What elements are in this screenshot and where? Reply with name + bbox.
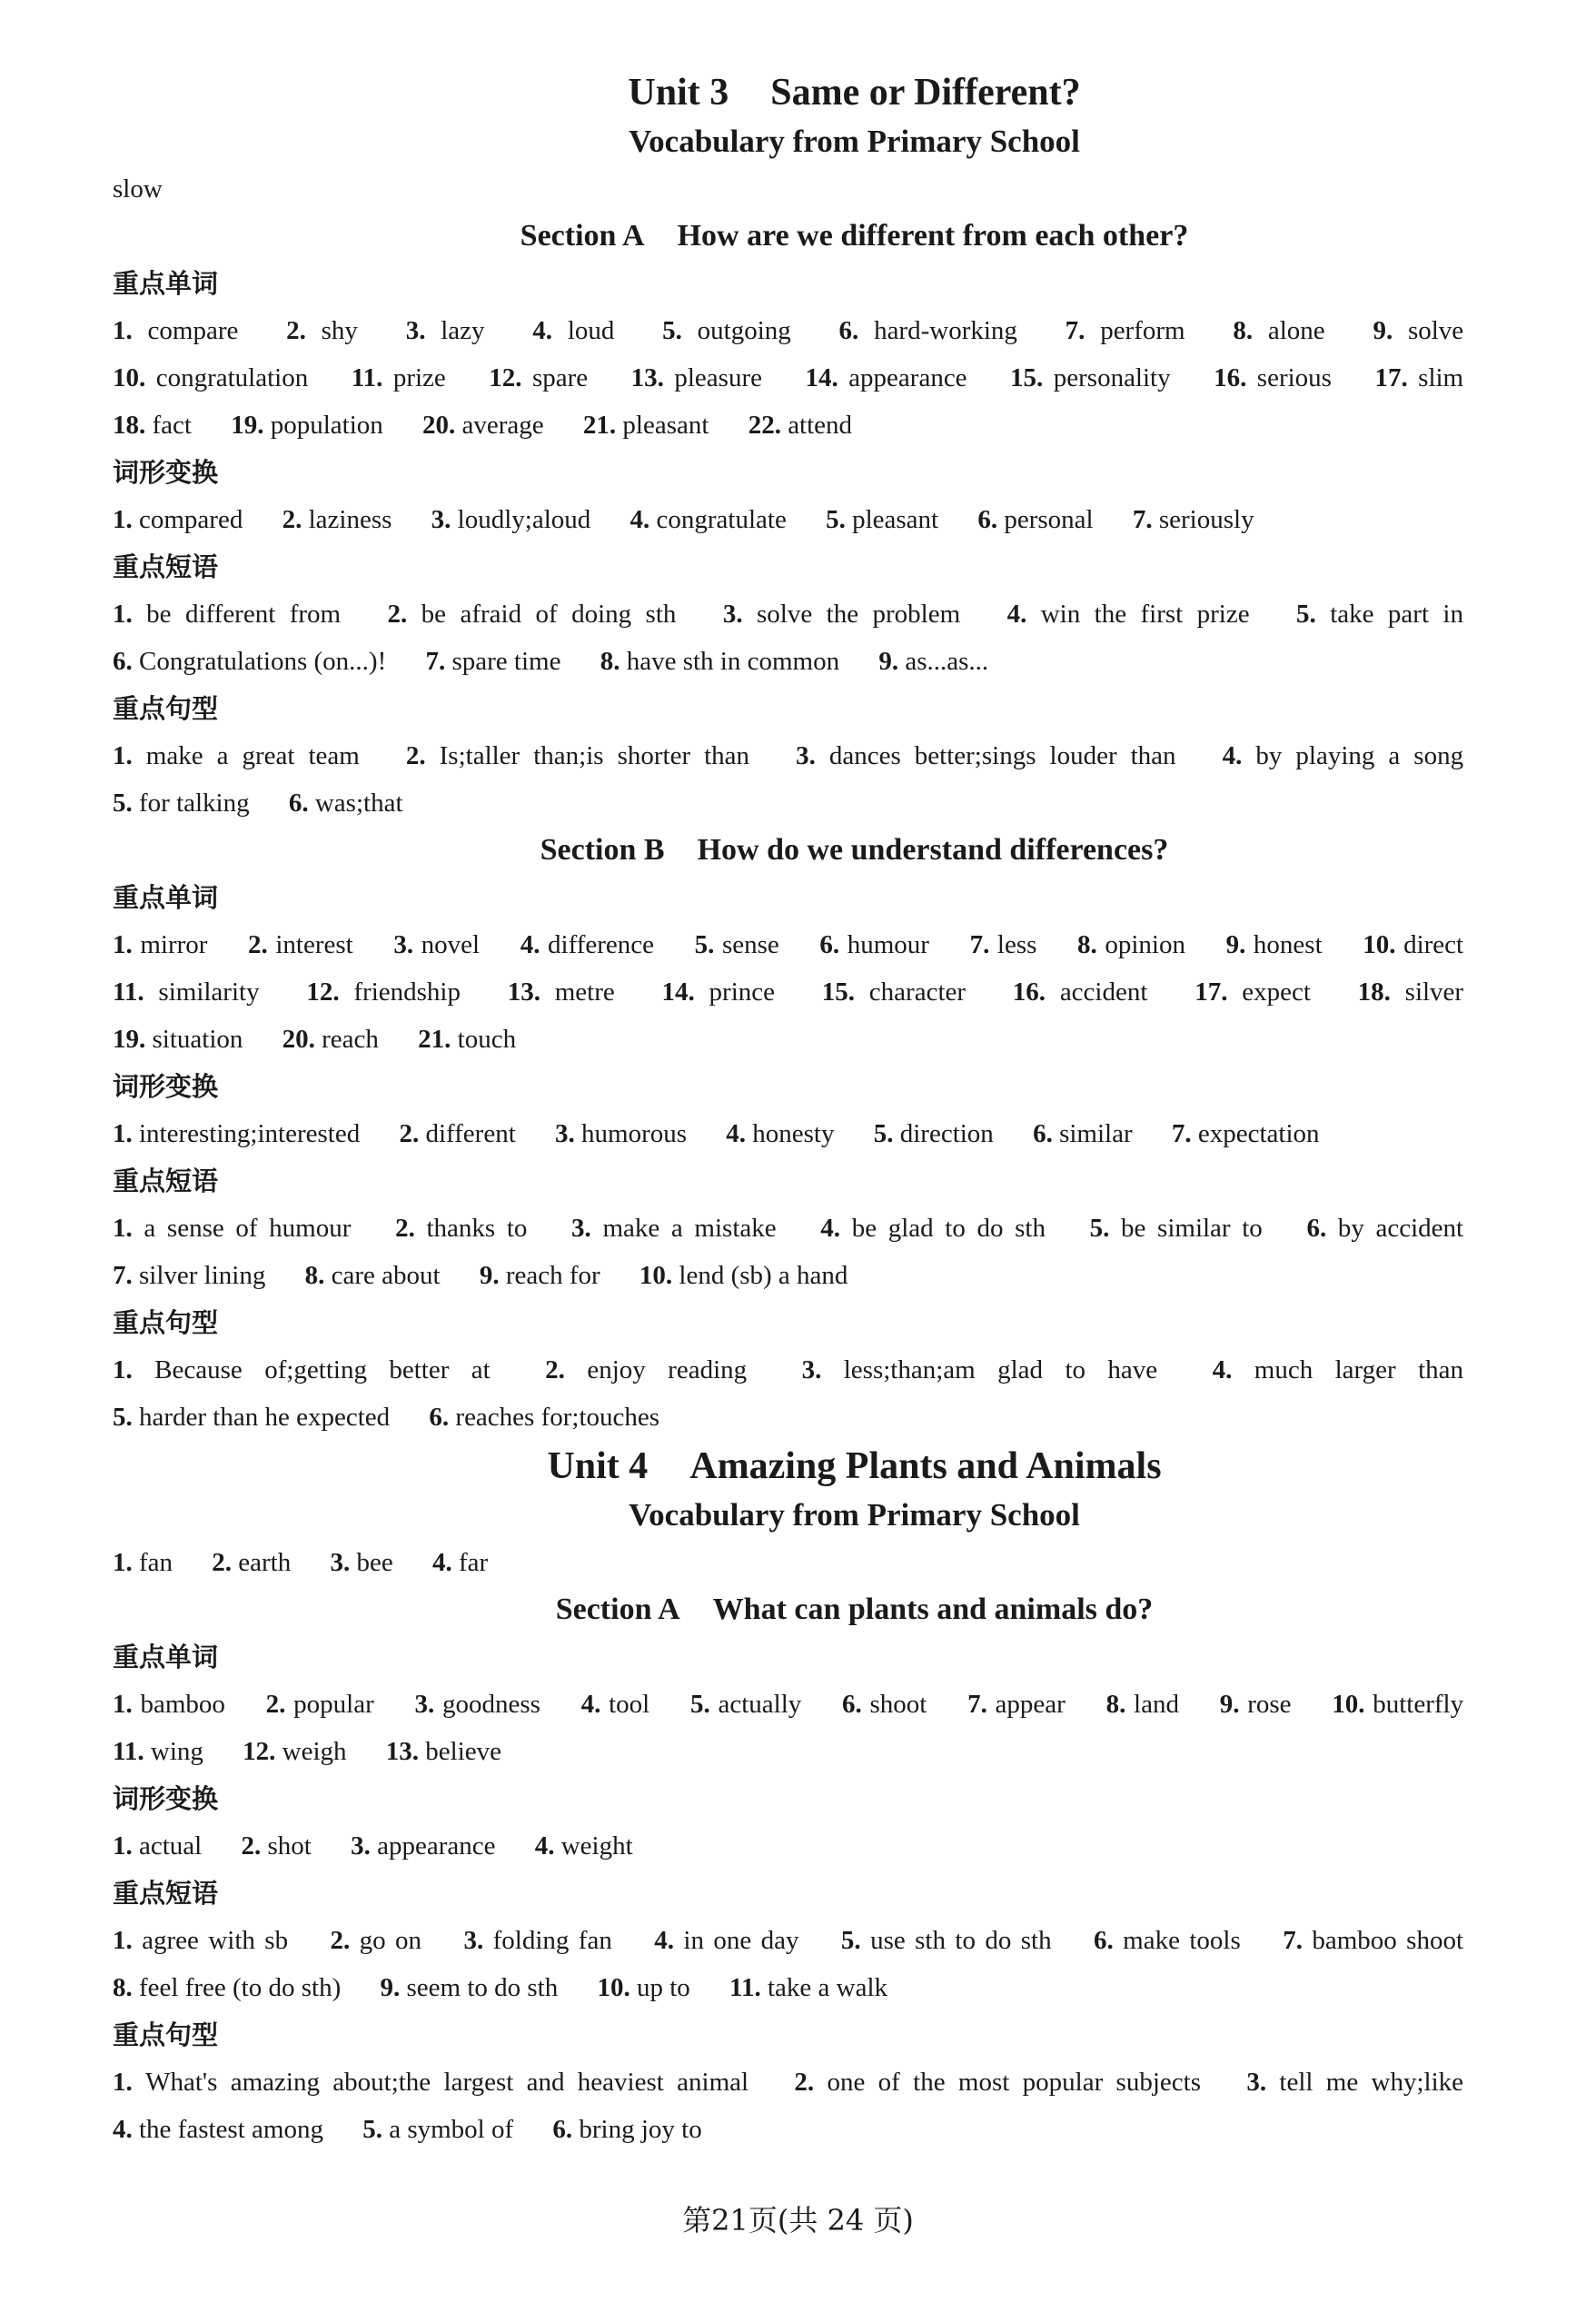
category-heading: 词形变换	[113, 1783, 219, 1814]
list-item: 4. honesty	[726, 1119, 835, 1148]
list-item: 4. the fastest among	[113, 2115, 323, 2144]
list-item: 3. folding fan	[463, 1926, 612, 1955]
list-item: 8. land	[1105, 1690, 1179, 1719]
list-item: 10. up to	[597, 1973, 690, 2002]
list-item: 14. appearance	[805, 363, 967, 392]
category-heading: 重点单词	[113, 882, 219, 913]
list-item: 7. spare time	[425, 647, 561, 676]
list-item: 13. believe	[385, 1737, 502, 1766]
list-item: 22. attend	[748, 411, 853, 440]
list-item: 12. weigh	[243, 1737, 347, 1766]
list-item: 1. agree with sb	[113, 1926, 289, 1955]
category-heading: 词形变换	[113, 457, 219, 488]
list-item: 19. situation	[113, 1025, 243, 1054]
item-list	[113, 307, 1496, 449]
list-item: 7. silver lining	[113, 1261, 266, 1290]
list-item: 3. less;than;am glad to have	[801, 1355, 1158, 1384]
list-item: 5. outgoing	[662, 316, 791, 345]
list-item: 3. lazy	[405, 316, 485, 345]
list-item: 7. less	[969, 930, 1037, 959]
list-item: 1. be different from	[113, 600, 342, 629]
list-item: 11. take a walk	[729, 1973, 887, 2002]
list-item: 4. in one day	[654, 1926, 799, 1955]
unit4-title: Unit 4 Amazing Plants and Animals	[547, 1445, 1162, 1487]
item-list	[113, 2059, 1496, 2153]
list-item: 19. population	[231, 411, 383, 440]
list-item: 6. similar	[1033, 1119, 1133, 1148]
list-item: 13. metre	[507, 977, 615, 1007]
list-item: 6. personal	[977, 505, 1094, 534]
list-item: 2. go on	[330, 1926, 422, 1955]
list-item: 5. actually	[689, 1690, 802, 1719]
list-item: 2. Is;taller than;is shorter than	[405, 741, 750, 770]
list-item: 1. compare	[113, 316, 239, 345]
category-heading: 重点短语	[113, 1878, 219, 1909]
list-item: 2. shot	[241, 1831, 312, 1861]
list-item: 3. appearance	[351, 1831, 496, 1861]
list-item: 7. perform	[1065, 316, 1185, 345]
list-item: 6. reaches for;touches	[429, 1403, 660, 1432]
list-item: 6. humour	[819, 930, 929, 959]
unit4-sectionA-title: Section A What can plants and animals do?	[555, 1593, 1154, 1626]
list-item: 20. reach	[282, 1025, 379, 1054]
list-item: 1. bamboo	[113, 1690, 225, 1719]
list-item: 9. reach for	[479, 1261, 600, 1290]
unit3-sectionA-title: Section A How are we different from each other?	[520, 219, 1189, 253]
list-item: 1. interesting;interested	[113, 1119, 361, 1148]
list-item: 8. care about	[304, 1261, 441, 1290]
item-list	[113, 921, 1496, 1063]
list-item: 8. opinion	[1077, 930, 1185, 959]
list-item: 12. friendship	[306, 977, 461, 1007]
list-item: 8. alone	[1233, 316, 1325, 345]
list-item: 3. solve the problem	[722, 600, 961, 629]
list-item: 7. bamboo shoot	[1283, 1926, 1464, 1955]
list-item: 9. honest	[1225, 930, 1323, 959]
list-item: 6. hard-working	[838, 316, 1017, 345]
list-item: 2. earth	[212, 1548, 292, 1577]
list-item: 15. character	[821, 977, 967, 1007]
list-item: 3. novel	[393, 930, 481, 959]
category-heading: 词形变换	[113, 1071, 219, 1102]
list-item: 1. actual	[113, 1831, 203, 1861]
list-item: 5. pleasant	[826, 505, 939, 534]
list-item: 13. pleasure	[630, 363, 762, 392]
list-item: 5. take part in	[1296, 600, 1463, 629]
list-item: 2. thanks to	[395, 1214, 528, 1243]
list-item: 11. prize	[351, 363, 446, 392]
list-item: 2. popular	[265, 1690, 374, 1719]
list-item: 4. much larger than	[1212, 1355, 1464, 1384]
list-item: 8. have sth in common	[600, 647, 840, 676]
list-item: 6. was;that	[288, 789, 403, 818]
list-item: 4. difference	[520, 930, 655, 959]
list-item: 9. as...as...	[878, 647, 989, 676]
list-item: 2. one of the most popular subjects	[794, 2068, 1201, 2097]
list-item: 5. a symbol of	[362, 2115, 514, 2144]
list-item: 5. for talking	[113, 789, 250, 818]
list-item: 17. expect	[1195, 977, 1311, 1007]
list-item: 1. make a great team	[113, 741, 360, 770]
list-item: 5. harder than he expected	[113, 1403, 391, 1432]
list-item: 8. feel free (to do sth)	[113, 1973, 342, 2002]
list-item: 18. fact	[113, 411, 192, 440]
list-item: 4. by playing a song	[1222, 741, 1464, 770]
list-item: 2. be afraid of doing sth	[387, 600, 677, 629]
item-list	[113, 1822, 1496, 1870]
list-item: 21. pleasant	[582, 411, 709, 440]
list-item: 4. weight	[534, 1831, 633, 1861]
list-item: 3. make a mistake	[571, 1214, 777, 1243]
list-item: 3. humorous	[555, 1119, 688, 1148]
list-item: 2. different	[399, 1119, 516, 1148]
list-item: 10. butterfly	[1332, 1690, 1464, 1719]
list-item: 6. by accident	[1306, 1214, 1464, 1243]
unit4-vocab-title: Vocabulary from Primary School	[629, 1497, 1080, 1533]
list-item: 4. congratulate	[629, 505, 787, 534]
item-list	[113, 590, 1496, 685]
list-item: 3. tell me why;like	[1246, 2068, 1463, 2097]
unit4-vocab-words	[113, 1539, 1496, 1586]
category-heading: 重点短语	[113, 1166, 219, 1196]
list-item: 2. laziness	[282, 505, 392, 534]
list-item: 9. seem to do sth	[380, 1973, 559, 2002]
list-item: 3. dances better;sings louder than	[796, 741, 1176, 770]
list-item: 3. loudly;aloud	[431, 505, 591, 534]
category-heading: 重点单词	[113, 1642, 219, 1672]
list-item: 4. tool	[580, 1690, 650, 1719]
list-item: 1. mirror	[113, 930, 208, 959]
list-item: 12. spare	[489, 363, 589, 392]
list-item: 21. touch	[418, 1025, 517, 1054]
list-item: 10. lend (sb) a hand	[639, 1261, 848, 1290]
list-item: 10. congratulation	[113, 363, 309, 392]
list-item: 18. silver	[1357, 977, 1464, 1007]
list-item: 6. bring joy to	[552, 2115, 702, 2144]
list-item: 6. make tools	[1094, 1926, 1241, 1955]
list-item: 6. Congratulations (on...)!	[113, 647, 387, 676]
item-list	[113, 1205, 1496, 1299]
item-list	[113, 1110, 1496, 1157]
unit3-sectionB-title: Section B How do we understand differences?	[540, 833, 1169, 867]
item-list	[113, 732, 1496, 827]
list-item: 5. be similar to	[1089, 1214, 1263, 1243]
list-item: 7. expectation	[1171, 1119, 1320, 1148]
list-item: 14. prince	[661, 977, 776, 1007]
category-heading: 重点句型	[113, 2019, 219, 2050]
item-list	[113, 1917, 1496, 2011]
list-item: 5. direction	[873, 1119, 994, 1148]
list-item: 1. a sense of humour	[113, 1214, 352, 1243]
list-item: 11. similarity	[113, 977, 260, 1007]
item-list	[113, 1681, 1496, 1775]
list-item: 1. compared	[113, 505, 243, 534]
list-item: 1. fan	[113, 1548, 173, 1577]
category-heading: 重点单词	[113, 268, 219, 299]
list-item: 2. interest	[248, 930, 353, 959]
item-list	[113, 496, 1496, 543]
list-item: 5. sense	[694, 930, 779, 959]
list-item: 16. serious	[1214, 363, 1332, 392]
list-item: 5. use sth to do sth	[840, 1926, 1052, 1955]
unit3-vocab-title: Vocabulary from Primary School	[629, 124, 1080, 159]
unit3-vocab-words: slow	[113, 174, 163, 203]
list-item: 2. enjoy reading	[545, 1355, 748, 1384]
list-item: 3. bee	[330, 1548, 393, 1577]
list-item: 9. rose	[1219, 1690, 1292, 1719]
category-heading: 重点句型	[113, 1307, 219, 1338]
list-item: 10. direct	[1363, 930, 1464, 959]
list-item: 3. goodness	[414, 1690, 540, 1719]
list-item: 15. personality	[1010, 363, 1171, 392]
list-item: 4. win the first prize	[1006, 600, 1250, 629]
category-heading: 重点短语	[113, 551, 219, 582]
list-item: 6. shoot	[842, 1690, 927, 1719]
item-list	[113, 1346, 1496, 1441]
list-item: 11. wing	[113, 1737, 203, 1766]
page-footer: 第21页(共 24 页)	[682, 2203, 914, 2238]
list-item: 2. shy	[286, 316, 358, 345]
unit3-title: Unit 3 Same or Different?	[628, 72, 1081, 114]
list-item: 1. Because of;getting better at	[113, 1355, 491, 1384]
category-heading: 重点句型	[113, 693, 219, 724]
list-item: 4. be glad to do sth	[820, 1214, 1046, 1243]
list-item: 9. solve	[1373, 316, 1464, 345]
list-item: 4. loud	[532, 316, 615, 345]
list-item: 20. average	[422, 411, 544, 440]
list-item: 7. seriously	[1132, 505, 1254, 534]
list-item: 16. accident	[1012, 977, 1148, 1007]
list-item: 17. slim	[1374, 363, 1464, 392]
list-item: 7. appear	[967, 1690, 1066, 1719]
list-item: 4. far	[432, 1548, 489, 1577]
list-item: 1. What's amazing about;the largest and heaviest animal	[113, 2068, 749, 2097]
